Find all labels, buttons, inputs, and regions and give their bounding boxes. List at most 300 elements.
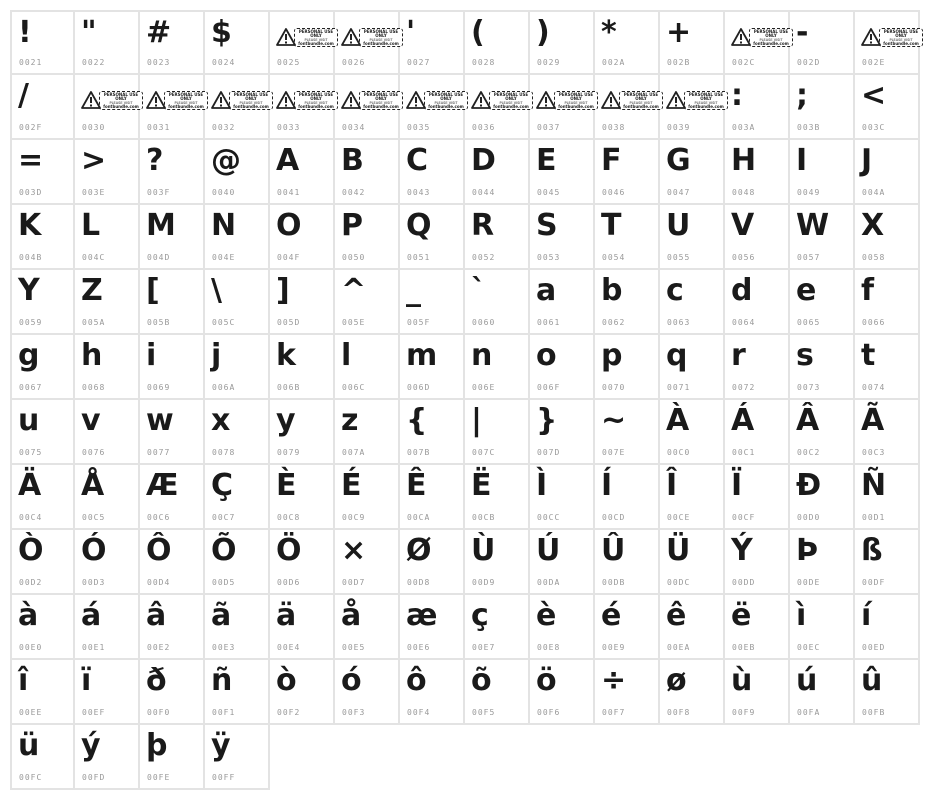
- warning-line-2: PLEASE VISIT: [434, 100, 458, 105]
- glyph-char: [: [146, 273, 160, 308]
- glyph-cell-00E8: [530, 595, 595, 660]
- glyph-char: þ: [146, 728, 168, 763]
- glyph-cell-0074: [855, 335, 920, 400]
- glyph-cell-00C2: [790, 400, 855, 465]
- glyph-code: 0026: [342, 58, 366, 67]
- glyph-code: 00EF: [82, 708, 106, 717]
- glyph-cell-004C: [75, 205, 140, 270]
- glyph-char: q: [666, 338, 688, 373]
- glyph-code: 0046: [602, 188, 626, 197]
- glyph-code: 004E: [212, 253, 236, 262]
- warning-text: [294, 91, 338, 110]
- glyph-code: 0057: [797, 253, 821, 262]
- glyph-code: 0062: [602, 318, 626, 327]
- glyph-code: 0051: [407, 253, 431, 262]
- glyph-char: ù: [731, 663, 753, 698]
- glyph-char: ]: [276, 273, 290, 308]
- glyph-code: 00C7: [212, 513, 236, 522]
- glyph-cell-0027: [400, 10, 465, 75]
- glyph-char: f: [861, 273, 875, 308]
- warning-line-1: PERSONAL USE ONLY: [298, 91, 334, 101]
- glyph-cell-007D: [530, 400, 595, 465]
- warning-line-2: PLEASE VISIT: [304, 37, 328, 42]
- glyph-char: Q: [406, 208, 432, 243]
- warning-text: [424, 91, 468, 110]
- glyph-cell-00D5: [205, 530, 270, 595]
- warning-line-2: PLEASE VISIT: [174, 100, 198, 105]
- glyph-code: 0078: [212, 448, 236, 457]
- glyph-char: Ó: [81, 533, 107, 568]
- glyph-cell-00ED: [855, 595, 920, 660]
- glyph-char: ð: [146, 663, 167, 698]
- glyph-code: 0077: [147, 448, 171, 457]
- glyph-cell-00DC: [660, 530, 725, 595]
- glyph-char: ø: [666, 663, 687, 698]
- glyph-cell-006D: [400, 335, 465, 400]
- glyph-char: -: [796, 15, 809, 50]
- glyph-cell-004F: [270, 205, 335, 270]
- glyph-code: 004A: [862, 188, 886, 197]
- glyph-code: 002C: [732, 58, 756, 67]
- glyph-cell-0064: [725, 270, 790, 335]
- glyph-cell-006B: [270, 335, 335, 400]
- glyph-code: 007C: [472, 448, 496, 457]
- glyph-code: 0053: [537, 253, 561, 262]
- glyph-code: 007B: [407, 448, 431, 457]
- glyph-cell-00C1: [725, 400, 790, 465]
- glyph-cell-0077: [140, 400, 205, 465]
- warning-line-1: PERSONAL USE ONLY: [688, 91, 724, 101]
- glyph-char: a: [536, 273, 557, 308]
- glyph-char: á: [81, 598, 102, 633]
- glyph-char: Ü: [666, 533, 691, 568]
- glyph-code: 0036: [472, 123, 496, 132]
- glyph-code: 0033: [277, 123, 301, 132]
- glyph-char: Õ: [211, 533, 237, 568]
- glyph-char: T: [601, 208, 622, 243]
- glyph-code: 0055: [667, 253, 691, 262]
- personal-use-warning-badge: [666, 90, 728, 110]
- glyph-char: _: [406, 273, 421, 308]
- glyph-char: Ã: [861, 403, 885, 438]
- glyph-code: 00E3: [212, 643, 236, 652]
- glyph-cell-003B: [790, 75, 855, 140]
- glyph-char: }: [536, 403, 558, 438]
- glyph-code: 0022: [82, 58, 106, 67]
- glyph-cell-0048: [725, 140, 790, 205]
- glyph-cell-0025: [270, 10, 335, 75]
- glyph-cell-00F6: [530, 660, 595, 725]
- glyph-cell-0079: [270, 400, 335, 465]
- glyph-code: 0073: [797, 383, 821, 392]
- glyph-code: 00CB: [472, 513, 496, 522]
- warning-text: [554, 91, 598, 110]
- glyph-code: 004B: [19, 253, 43, 262]
- glyph-cell-00C8: [270, 465, 335, 530]
- glyph-char: ä: [276, 598, 297, 633]
- glyph-cell-0026: [335, 10, 400, 75]
- glyph-cell-00DD: [725, 530, 790, 595]
- glyph-cell-00D2: [10, 530, 75, 595]
- glyph-cell-00D7: [335, 530, 400, 595]
- glyph-char: $: [211, 15, 232, 50]
- glyph-cell-00D6: [270, 530, 335, 595]
- glyph-code: 00D0: [797, 513, 821, 522]
- warning-text: [749, 28, 793, 47]
- glyph-cell-00EB: [725, 595, 790, 660]
- glyph-cell-00E0: [10, 595, 75, 660]
- glyph-cell-0052: [465, 205, 530, 270]
- glyph-cell-0029: [530, 10, 595, 75]
- glyph-cell-00CA: [400, 465, 465, 530]
- glyph-char: c: [666, 273, 684, 308]
- glyph-char: Ò: [18, 533, 44, 568]
- glyph-char: ì: [796, 598, 807, 633]
- glyph-cell-007E: [595, 400, 660, 465]
- glyph-code: 00CE: [667, 513, 691, 522]
- glyph-char: F: [601, 143, 622, 178]
- glyph-cell-00DB: [595, 530, 660, 595]
- glyph-code: 0047: [667, 188, 691, 197]
- glyph-code: 0049: [797, 188, 821, 197]
- glyph-char: i: [146, 338, 157, 373]
- glyph-cell-00FB: [855, 660, 920, 725]
- warning-line-1: PERSONAL USE ONLY: [103, 91, 139, 101]
- glyph-code: 005E: [342, 318, 366, 327]
- glyph-cell-0043: [400, 140, 465, 205]
- glyph-char: ý: [81, 728, 101, 763]
- glyph-code: 00F4: [407, 708, 431, 717]
- glyph-cell-0054: [595, 205, 660, 270]
- glyph-cell-002D: [790, 10, 855, 75]
- glyph-code: 0075: [19, 448, 43, 457]
- glyph-code: 00C1: [732, 448, 756, 457]
- glyph-code: 004D: [147, 253, 171, 262]
- glyph-code: 00F1: [212, 708, 236, 717]
- glyph-char: s: [796, 338, 814, 373]
- glyph-char: Å: [81, 468, 105, 503]
- glyph-cell-0041: [270, 140, 335, 205]
- personal-use-warning-badge: [601, 90, 663, 110]
- warning-line-3: fontbundle.com: [103, 103, 139, 109]
- warning-line-1: PERSONAL USE ONLY: [753, 28, 789, 38]
- personal-use-warning-badge: [471, 90, 533, 110]
- personal-use-warning-badge: [406, 90, 468, 110]
- glyph-cell-0075: [10, 400, 75, 465]
- glyph-cell-00EF: [75, 660, 140, 725]
- glyph-cell-00E5: [335, 595, 400, 660]
- warning-line-1: PERSONAL USE ONLY: [558, 91, 594, 101]
- glyph-code: 00C0: [667, 448, 691, 457]
- glyph-code: 003D: [19, 188, 43, 197]
- warning-triangle-icon: [341, 28, 361, 46]
- glyph-char: C: [406, 143, 429, 178]
- glyph-code: 0032: [212, 123, 236, 132]
- glyph-code: 00DC: [667, 578, 691, 587]
- glyph-code: 00E2: [147, 643, 171, 652]
- warning-line-1: PERSONAL USE ONLY: [168, 91, 204, 101]
- glyph-cell-0037: [530, 75, 595, 140]
- glyph-code: 00DD: [732, 578, 756, 587]
- glyph-code: 00DE: [797, 578, 821, 587]
- glyph-code: 00D5: [212, 578, 236, 587]
- glyph-char: G: [666, 143, 691, 178]
- glyph-code: 0038: [602, 123, 626, 132]
- glyph-cell-00DE: [790, 530, 855, 595]
- glyph-code: 00D4: [147, 578, 171, 587]
- warning-triangle-icon: [861, 28, 881, 46]
- glyph-char: @: [211, 143, 241, 178]
- glyph-cell-00D4: [140, 530, 205, 595]
- glyph-cell-00E4: [270, 595, 335, 660]
- glyph-code: 00FD: [82, 773, 106, 782]
- glyph-code: 00F2: [277, 708, 301, 717]
- glyph-cell-0028: [465, 10, 530, 75]
- glyph-code: 0067: [19, 383, 43, 392]
- glyph-cell-002B: [660, 10, 725, 75]
- warning-line-3: fontbundle.com: [623, 103, 659, 109]
- glyph-cell-00E2: [140, 595, 205, 660]
- glyph-code: 0076: [82, 448, 106, 457]
- warning-line-3: fontbundle.com: [493, 103, 529, 109]
- glyph-char: \: [211, 273, 222, 308]
- glyph-cell-00DF: [855, 530, 920, 595]
- glyph-code: 0042: [342, 188, 366, 197]
- glyph-char: /: [18, 78, 29, 113]
- glyph-char: Î: [666, 468, 678, 503]
- glyph-char: I: [796, 143, 808, 178]
- warning-text: [684, 91, 728, 110]
- glyph-cell-0032: [205, 75, 270, 140]
- glyph-code: 006A: [212, 383, 236, 392]
- glyph-char: Ö: [276, 533, 302, 568]
- personal-use-warning-badge: [731, 27, 793, 47]
- glyph-char: ü: [18, 728, 40, 763]
- glyph-char: æ: [406, 598, 438, 633]
- glyph-char: Ø: [406, 533, 432, 568]
- glyph-code: 00F3: [342, 708, 366, 717]
- glyph-cell-004B: [10, 205, 75, 270]
- glyph-code: 00CC: [537, 513, 561, 522]
- glyph-cell-00E7: [465, 595, 530, 660]
- warning-line-3: fontbundle.com: [363, 40, 399, 46]
- glyph-cell-00F4: [400, 660, 465, 725]
- warning-line-3: fontbundle.com: [688, 103, 724, 109]
- glyph-cell-002E: [855, 10, 920, 75]
- warning-line-3: fontbundle.com: [428, 103, 464, 109]
- glyph-code: 00E4: [277, 643, 301, 652]
- warning-line-2: PLEASE VISIT: [889, 37, 913, 42]
- warning-line-3: fontbundle.com: [233, 103, 269, 109]
- glyph-cell-00FE: [140, 725, 205, 790]
- glyph-code: 0071: [667, 383, 691, 392]
- glyph-char: ÿ: [211, 728, 231, 763]
- glyph-cell-00C9: [335, 465, 400, 530]
- glyph-code: 00D8: [407, 578, 431, 587]
- warning-line-1: PERSONAL USE ONLY: [363, 91, 399, 101]
- warning-line-1: PERSONAL USE ONLY: [428, 91, 464, 101]
- glyph-code: 00C6: [147, 513, 171, 522]
- glyph-cell-007A: [335, 400, 400, 465]
- glyph-cell-0051: [400, 205, 465, 270]
- glyph-char: P: [341, 208, 363, 243]
- glyph-cell-00D0: [790, 465, 855, 530]
- glyph-code: 004F: [277, 253, 301, 262]
- glyph-cell-0072: [725, 335, 790, 400]
- glyph-cell-004D: [140, 205, 205, 270]
- personal-use-warning-badge: [341, 90, 403, 110]
- glyph-cell-0050: [335, 205, 400, 270]
- glyph-code: 006B: [277, 383, 301, 392]
- glyph-code: 0059: [19, 318, 43, 327]
- glyph-code: 003F: [147, 188, 171, 197]
- glyph-cell-00E6: [400, 595, 465, 660]
- glyph-cell-00DA: [530, 530, 595, 595]
- glyph-char: ÷: [601, 663, 627, 698]
- glyph-code: 00FE: [147, 773, 171, 782]
- glyph-cell-00CC: [530, 465, 595, 530]
- glyph-cell-00FA: [790, 660, 855, 725]
- glyph-code: 00D7: [342, 578, 366, 587]
- glyph-code: 00DA: [537, 578, 561, 587]
- glyph-char: É: [341, 468, 362, 503]
- glyph-cell-0030: [75, 75, 140, 140]
- warning-line-2: PLEASE VISIT: [369, 37, 393, 42]
- glyph-cell-00FF: [205, 725, 270, 790]
- warning-line-1: PERSONAL USE ONLY: [493, 91, 529, 101]
- glyph-code: 003B: [797, 123, 821, 132]
- glyph-code: 0023: [147, 58, 171, 67]
- glyph-code: 0066: [862, 318, 886, 327]
- glyph-char: ^: [341, 273, 367, 308]
- glyph-code: 0034: [342, 123, 366, 132]
- warning-line-2: PLEASE VISIT: [759, 37, 783, 42]
- glyph-code: 003E: [82, 188, 106, 197]
- glyph-cell-00EA: [660, 595, 725, 660]
- warning-line-2: PLEASE VISIT: [239, 100, 263, 105]
- glyph-char: W: [796, 208, 830, 243]
- warning-line-2: PLEASE VISIT: [694, 100, 718, 105]
- glyph-char: K: [18, 208, 42, 243]
- glyph-cell-003F: [140, 140, 205, 205]
- warning-triangle-icon: [731, 28, 751, 46]
- glyph-char: u: [18, 403, 40, 438]
- glyph-cell-0065: [790, 270, 855, 335]
- glyph-char: t: [861, 338, 876, 373]
- glyph-char: Â: [796, 403, 820, 438]
- glyph-cell-00F9: [725, 660, 790, 725]
- glyph-code: 0045: [537, 188, 561, 197]
- glyph-cell-00C4: [10, 465, 75, 530]
- glyph-code: 00EC: [797, 643, 821, 652]
- glyph-cell-006F: [530, 335, 595, 400]
- glyph-code: 00E6: [407, 643, 431, 652]
- glyph-code: 0058: [862, 253, 886, 262]
- glyph-char: Y: [18, 273, 40, 308]
- glyph-cell-00F1: [205, 660, 270, 725]
- glyph-cell-00F3: [335, 660, 400, 725]
- glyph-cell-00F5: [465, 660, 530, 725]
- glyph-char: à: [18, 598, 39, 633]
- glyph-char: d: [731, 273, 753, 308]
- glyph-code: 00C2: [797, 448, 821, 457]
- glyph-char: (: [471, 15, 485, 50]
- glyph-code: 00DB: [602, 578, 626, 587]
- glyph-char: Á: [731, 403, 755, 438]
- glyph-code: 0065: [797, 318, 821, 327]
- glyph-cell-003D: [10, 140, 75, 205]
- glyph-char: O: [276, 208, 302, 243]
- glyph-code: 0029: [537, 58, 561, 67]
- glyph-code: 0064: [732, 318, 756, 327]
- warning-triangle-icon: [536, 91, 556, 109]
- glyph-code: 00FB: [862, 708, 886, 717]
- glyph-char: ê: [666, 598, 687, 633]
- glyph-code: 0050: [342, 253, 366, 262]
- glyph-char: V: [731, 208, 755, 243]
- glyph-char: ë: [731, 598, 752, 633]
- glyph-cell-00C3: [855, 400, 920, 465]
- glyph-code: 0052: [472, 253, 496, 262]
- glyph-code: 00F9: [732, 708, 756, 717]
- glyph-char: M: [146, 208, 176, 243]
- glyph-code: 0074: [862, 383, 886, 392]
- glyph-char: R: [471, 208, 495, 243]
- glyph-cell-0055: [660, 205, 725, 270]
- glyph-cell-0040: [205, 140, 270, 205]
- glyph-char: è: [536, 598, 557, 633]
- glyph-code: 0072: [732, 383, 756, 392]
- personal-use-warning-badge: [341, 27, 403, 47]
- glyph-code: 00FC: [19, 773, 43, 782]
- glyph-code: 005A: [82, 318, 106, 327]
- glyph-char: Ñ: [861, 468, 887, 503]
- glyph-code: 00EB: [732, 643, 756, 652]
- glyph-code: 00D6: [277, 578, 301, 587]
- glyph-code: 006F: [537, 383, 561, 392]
- glyph-char: :: [731, 78, 743, 113]
- glyph-char: B: [341, 143, 364, 178]
- glyph-cell-0049: [790, 140, 855, 205]
- glyph-char: l: [341, 338, 352, 373]
- glyph-cell-00F2: [270, 660, 335, 725]
- glyph-code: 002F: [19, 123, 43, 132]
- glyph-code: 00CD: [602, 513, 626, 522]
- glyph-char: =: [18, 143, 44, 178]
- glyph-code: 00C3: [862, 448, 886, 457]
- glyph-code: 004C: [82, 253, 106, 262]
- glyph-cell-0057: [790, 205, 855, 270]
- glyph-cell-00FC: [10, 725, 75, 790]
- glyph-cell-0068: [75, 335, 140, 400]
- glyph-cell-0060: [465, 270, 530, 335]
- glyph-code: 0037: [537, 123, 561, 132]
- glyph-char: ç: [471, 598, 489, 633]
- glyph-char: J: [861, 143, 873, 178]
- glyph-cell-005D: [270, 270, 335, 335]
- glyph-cell-003C: [855, 75, 920, 140]
- warning-text: [164, 91, 208, 110]
- glyph-char: N: [211, 208, 237, 243]
- glyph-code: 005F: [407, 318, 431, 327]
- warning-line-2: PLEASE VISIT: [109, 100, 133, 105]
- glyph-code: 002E: [862, 58, 886, 67]
- glyph-cell-00E3: [205, 595, 270, 660]
- glyph-char: #: [146, 15, 172, 50]
- glyph-code: 007D: [537, 448, 561, 457]
- glyph-char: >: [81, 143, 107, 178]
- glyph-grid: [10, 10, 920, 790]
